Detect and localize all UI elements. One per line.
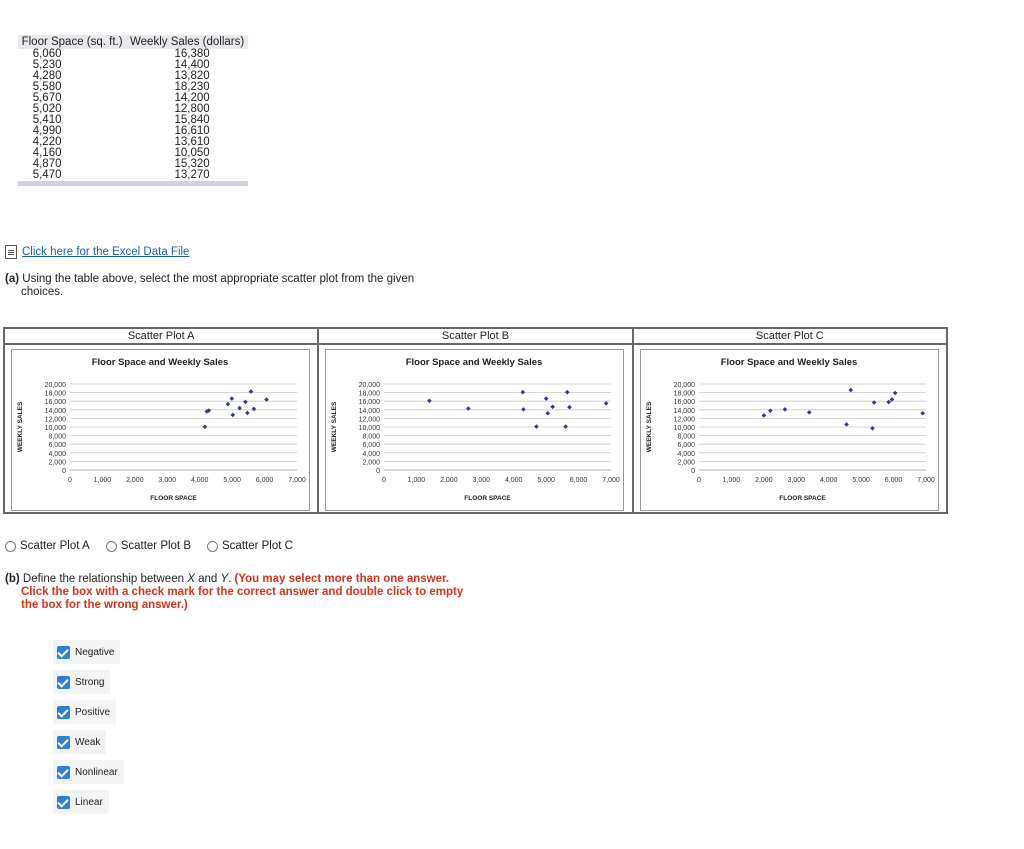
- floor-space-cell: 4,990: [32, 125, 62, 137]
- x-tick-label: 6,000: [570, 477, 588, 484]
- data-point: [203, 424, 208, 429]
- weekly-sales-cell: 10,050: [174, 147, 210, 159]
- x-tick-label: 2,000: [126, 477, 144, 484]
- panel-title-a: Scatter Plot A: [5, 329, 317, 345]
- radio-scatter-plot-b[interactable]: [106, 540, 191, 552]
- floor-space-cell: 5,580: [32, 81, 62, 93]
- x-tick-label: 6,000: [884, 477, 902, 484]
- y-tick-label: 0: [690, 468, 695, 475]
- x-tick-label: 4,000: [819, 477, 838, 484]
- x-tick-label: 2,000: [440, 477, 458, 484]
- var-x: X: [187, 573, 195, 585]
- x-axis-label: FLOOR SPACE: [778, 495, 826, 502]
- data-point: [604, 401, 609, 406]
- y-tick-label: 14,000: [673, 407, 695, 415]
- table-row: [18, 170, 248, 181]
- x-tick-label: 5,000: [537, 477, 556, 484]
- check-icon[interactable]: [57, 676, 70, 689]
- question-b-post: .: [228, 573, 235, 585]
- y-tick-label: 20,000: [44, 382, 66, 389]
- checkbox-label: Negative: [75, 646, 115, 658]
- y-tick-label: 18,000: [673, 390, 695, 398]
- y-axis-label: WEEKLY SALES: [645, 401, 653, 453]
- data-point: [249, 389, 254, 394]
- weekly-sales-cell: 16,380: [174, 48, 210, 60]
- floor-space-cell: 4,280: [32, 70, 62, 82]
- data-point: [920, 411, 925, 416]
- checkbox-label: Strong: [75, 676, 105, 688]
- y-tick-label: 6,000: [362, 442, 381, 450]
- x-tick-label: 4,000: [505, 477, 523, 484]
- y-tick-label: 10,000: [44, 425, 66, 432]
- y-tick-label: 16,000: [673, 399, 695, 407]
- weekly-sales-cell: 16,610: [174, 125, 210, 137]
- data-point: [243, 400, 248, 405]
- radio-label-c: Scatter Plot C: [222, 540, 293, 552]
- check-icon[interactable]: [57, 766, 70, 779]
- checkbox-negative[interactable]: [53, 640, 120, 664]
- question-b: [5, 573, 485, 612]
- panel-title-c: Scatter Plot C: [634, 329, 946, 345]
- x-tick-label: 7,000: [602, 477, 621, 484]
- y-tick-label: 10,000: [358, 425, 381, 432]
- data-point: [893, 391, 898, 396]
- excel-data-link[interactable]: [5, 245, 189, 259]
- data-point: [546, 411, 551, 416]
- x-tick-label: 1,000: [722, 477, 740, 484]
- x-tick-label: 7,000: [916, 477, 935, 484]
- y-tick-label: 0: [376, 468, 381, 475]
- radio-label-a: Scatter Plot A: [20, 540, 90, 552]
- x-tick-label: 7,000: [288, 477, 306, 484]
- x-tick-label: 5,000: [223, 477, 241, 484]
- data-point: [521, 407, 526, 412]
- panel-title-b: Scatter Plot B: [319, 329, 631, 345]
- radio-label-b: Scatter Plot B: [120, 540, 191, 552]
- x-tick-label: 5,000: [852, 477, 870, 484]
- check-icon[interactable]: [57, 646, 70, 659]
- radio-scatter-plot-c[interactable]: [207, 540, 293, 552]
- y-tick-label: 8,000: [48, 433, 66, 441]
- weekly-sales-cell: 12,800: [174, 103, 210, 115]
- y-tick-label: 4,000: [48, 450, 66, 458]
- scatter-chart-c: [641, 350, 938, 510]
- x-tick-label: 0: [382, 477, 387, 484]
- y-tick-label: 2,000: [677, 459, 695, 467]
- checkbox-label: Nonlinear: [75, 766, 118, 778]
- y-tick-label: 18,000: [358, 390, 381, 398]
- data-point: [427, 398, 432, 403]
- y-axis-label: WEEKLY SALES: [331, 401, 339, 453]
- chart-frame-a: [11, 349, 310, 511]
- y-tick-label: 14,000: [358, 407, 381, 415]
- weekly-sales-cell: 14,200: [174, 92, 210, 104]
- weekly-sales-cell: 15,320: [174, 158, 210, 170]
- question-a-text: Using the table above, select the most appropriate scatter plot from the given: [22, 273, 415, 285]
- checkbox-strong[interactable]: [53, 670, 110, 694]
- radio-circle[interactable]: [207, 541, 218, 552]
- instruction-red-3: the box for the wrong answer.): [21, 599, 188, 611]
- data-point: [551, 404, 556, 409]
- chart-title: Floor Space and Weekly Sales: [720, 357, 857, 368]
- col-header-floor-space: Floor Space (sq. ft.): [18, 35, 126, 49]
- floor-space-cell: 4,160: [32, 147, 62, 159]
- data-point: [807, 410, 812, 415]
- x-axis-label: FLOOR SPACE: [464, 495, 512, 502]
- x-tick-label: 3,000: [158, 477, 177, 484]
- relationship-checkboxes: [53, 640, 124, 820]
- checkbox-label: Weak: [75, 736, 101, 748]
- col-header-weekly-sales: Weekly Sales (dollars): [126, 35, 248, 49]
- y-tick-label: 20,000: [358, 382, 381, 389]
- scatter-chart-b: [326, 350, 623, 510]
- scatter-plot-options: [3, 327, 948, 514]
- checkbox-weak[interactable]: [53, 730, 106, 754]
- floor-space-cell: 4,870: [32, 158, 62, 170]
- data-point: [245, 411, 250, 416]
- panel-a: [5, 329, 319, 512]
- data-point: [886, 400, 891, 405]
- chart-frame-b: [325, 349, 624, 511]
- y-tick-label: 20,000: [673, 382, 695, 389]
- checkbox-label: Linear: [75, 796, 103, 808]
- y-tick-label: 4,000: [677, 450, 695, 458]
- panel-b: [319, 329, 633, 512]
- floor-space-cell: 5,410: [32, 114, 62, 126]
- table-footer-bar: [18, 181, 248, 186]
- x-axis-label: FLOOR SPACE: [150, 495, 197, 502]
- data-point: [844, 422, 849, 427]
- data-point: [782, 407, 787, 412]
- data-table: [18, 35, 248, 186]
- x-tick-label: 1,000: [407, 477, 426, 484]
- check-icon[interactable]: [57, 796, 70, 809]
- y-tick-label: 18,000: [44, 390, 66, 398]
- question-a-label: (a): [5, 273, 20, 285]
- data-point: [230, 396, 235, 401]
- checkbox-nonlinear[interactable]: [53, 760, 124, 784]
- y-tick-label: 8,000: [677, 433, 695, 441]
- data-point: [534, 424, 539, 429]
- data-point: [761, 413, 766, 418]
- y-tick-label: 12,000: [673, 416, 695, 424]
- data-point: [848, 388, 853, 393]
- x-tick-label: 4,000: [190, 477, 209, 484]
- y-tick-label: 2,000: [362, 459, 381, 467]
- data-point: [565, 390, 570, 395]
- question-a-text2: choices.: [21, 286, 64, 298]
- weekly-sales-cell: 13,270: [174, 169, 210, 181]
- y-tick-label: 6,000: [48, 442, 66, 450]
- weekly-sales-cell: 14,400: [174, 59, 210, 71]
- floor-space-cell: 5,230: [32, 59, 62, 71]
- radio-circle[interactable]: [106, 541, 117, 552]
- data-point: [252, 407, 257, 412]
- checkbox-positive[interactable]: [53, 700, 116, 724]
- data-point: [230, 413, 235, 418]
- y-tick-label: 8,000: [362, 433, 381, 441]
- radio-circle[interactable]: [5, 541, 16, 552]
- checkbox-label: Positive: [75, 706, 111, 718]
- checkbox-linear[interactable]: [53, 790, 109, 814]
- radio-scatter-plot-a[interactable]: [5, 540, 90, 552]
- chart-frame-c: [640, 349, 939, 511]
- data-point: [544, 396, 549, 401]
- excel-link-text: Click here for the Excel Data File: [22, 246, 190, 258]
- instruction-red-2: Click the box with a check mark for the correct answer and double click to empty: [21, 586, 464, 598]
- x-tick-label: 2,000: [754, 477, 773, 484]
- y-tick-label: 14,000: [44, 407, 66, 415]
- floor-space-cell: 4,220: [32, 136, 62, 148]
- floor-space-cell: 5,470: [32, 169, 62, 181]
- var-y: Y: [220, 573, 229, 585]
- weekly-sales-cell: 18,230: [174, 81, 210, 93]
- chart-title: Floor Space and Weekly Sales: [406, 357, 543, 368]
- floor-space-cell: 6,060: [32, 48, 62, 60]
- check-icon[interactable]: [57, 736, 70, 749]
- check-icon[interactable]: [57, 706, 70, 719]
- scatter-plot-radio-group: [5, 540, 293, 552]
- x-tick-label: 0: [68, 477, 72, 484]
- chart-title: Floor Space and Weekly Sales: [91, 357, 229, 368]
- question-b-and: and: [194, 573, 221, 585]
- x-tick-label: 1,000: [93, 477, 112, 484]
- floor-space-cell: 5,670: [32, 92, 62, 104]
- data-point: [768, 408, 773, 413]
- y-axis-label: WEEKLY SALES: [17, 401, 24, 453]
- x-tick-label: 3,000: [787, 477, 805, 484]
- y-tick-label: 16,000: [44, 399, 66, 407]
- question-b-text: Define the relationship between: [22, 573, 188, 585]
- scatter-chart-a: [12, 350, 309, 510]
- y-tick-label: 0: [62, 468, 66, 475]
- y-tick-label: 12,000: [358, 416, 381, 424]
- question-a: [5, 273, 445, 299]
- y-tick-label: 10,000: [673, 425, 695, 432]
- table-footer-cell: [18, 181, 248, 186]
- instruction-red-1: (You may select more than one answer.: [234, 573, 450, 585]
- x-tick-label: 0: [696, 477, 701, 484]
- file-icon: [5, 245, 17, 259]
- weekly-sales-cell: 13,610: [174, 136, 210, 148]
- weekly-sales-cell: 15,840: [174, 114, 210, 126]
- floor-space-cell: 5,020: [32, 103, 62, 115]
- data-point: [521, 390, 526, 395]
- data-point: [226, 402, 231, 407]
- weekly-sales-cell: 13,820: [174, 70, 210, 82]
- question-b-label: (b): [5, 573, 20, 585]
- panel-c: [634, 329, 946, 512]
- y-tick-label: 4,000: [362, 450, 381, 458]
- y-tick-label: 6,000: [677, 442, 695, 450]
- x-tick-label: 6,000: [255, 477, 274, 484]
- x-tick-label: 3,000: [472, 477, 491, 484]
- data-point: [564, 424, 569, 429]
- y-tick-label: 2,000: [48, 459, 66, 467]
- y-tick-label: 12,000: [44, 416, 66, 424]
- data-point: [568, 405, 573, 410]
- y-tick-label: 16,000: [358, 399, 381, 407]
